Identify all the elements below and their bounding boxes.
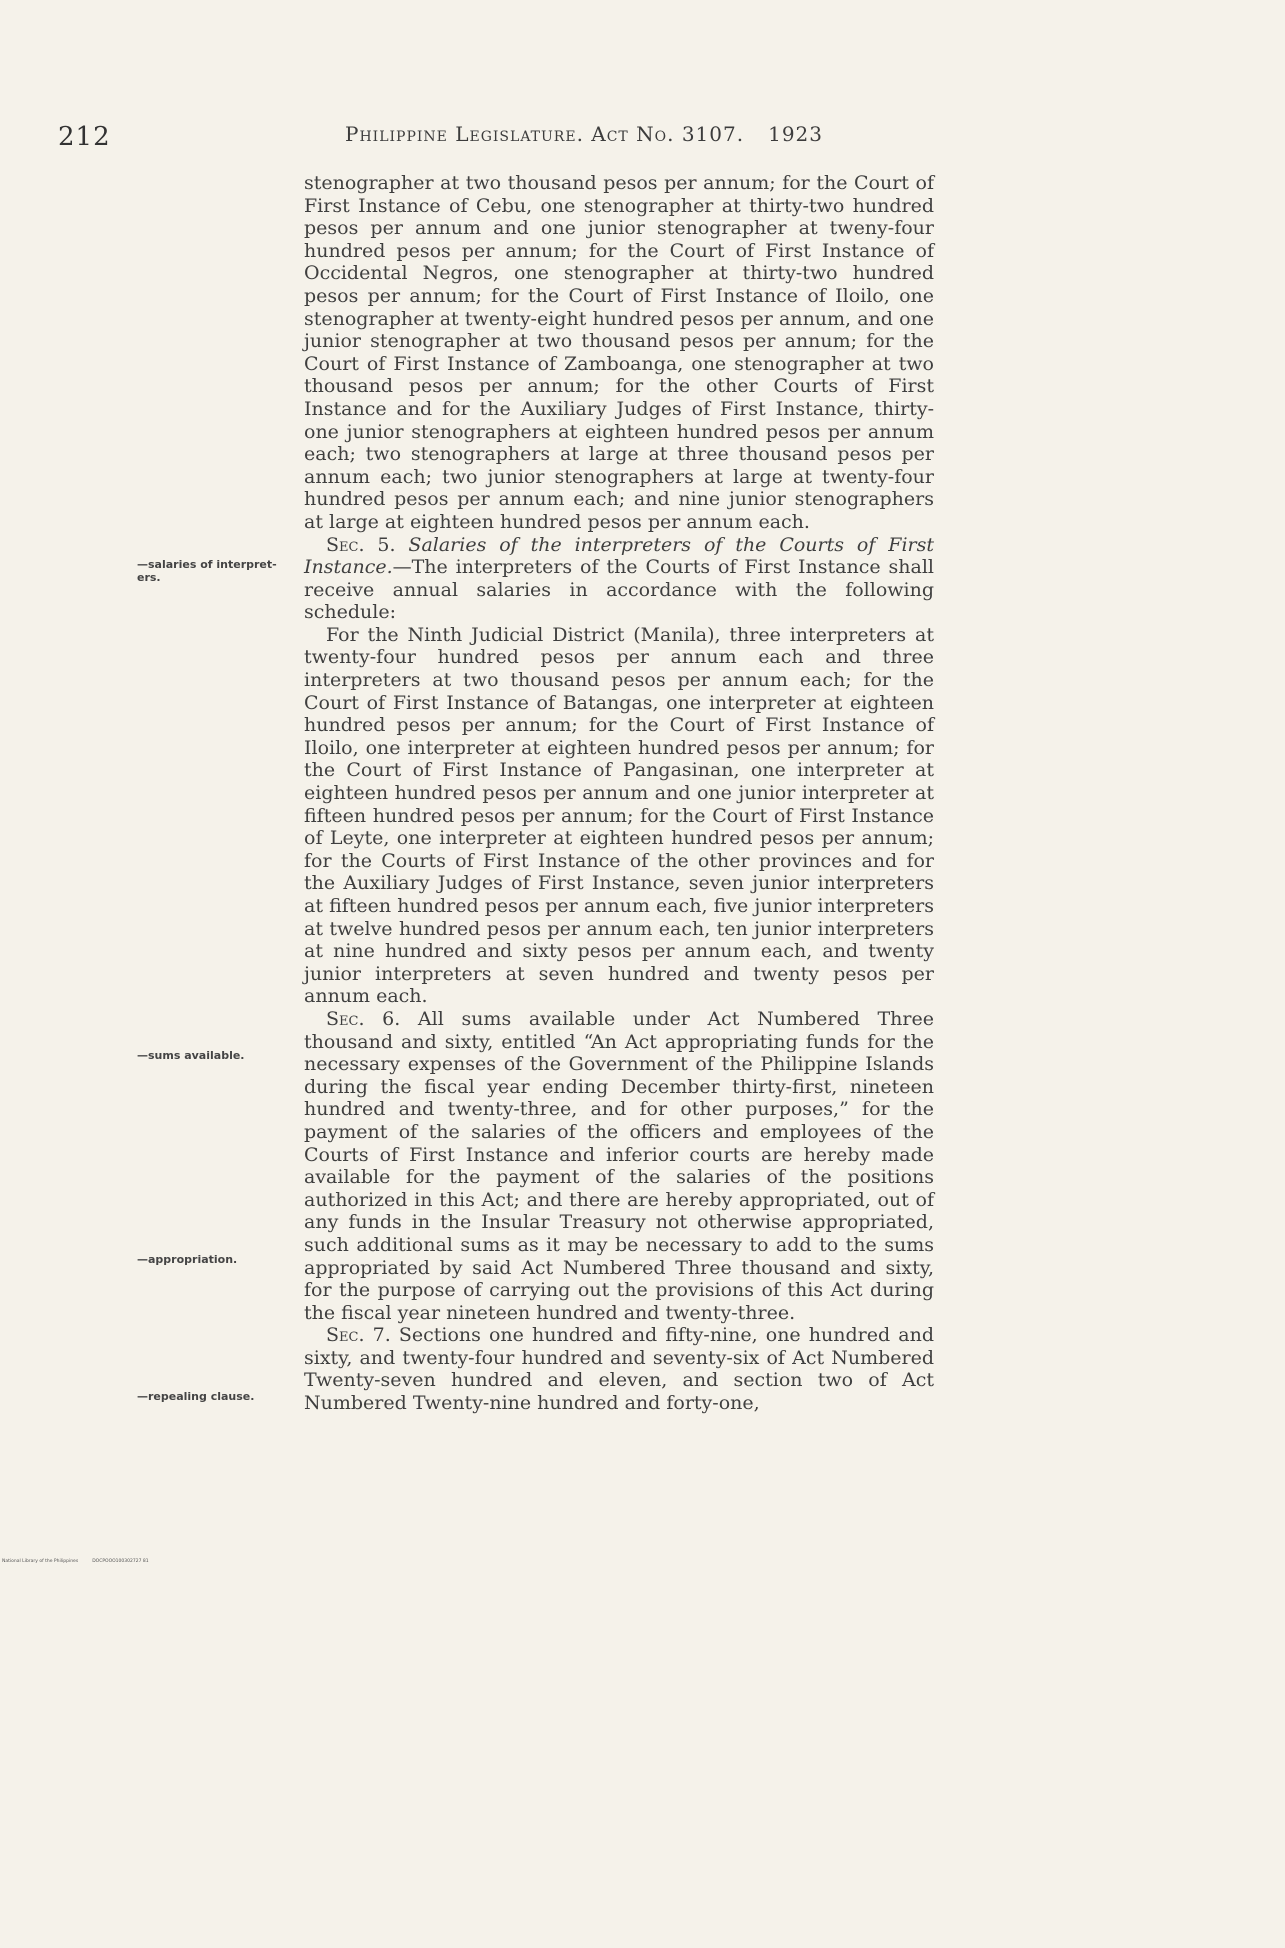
section-5-label: Sec. 5. [326,533,396,556]
section-5-text: —The interpreters of the Courts of First Instance shall receive annual salaries in accordance with the following schedule: [304,556,934,624]
sidenote-sums-available: —sums available. [137,1049,245,1062]
body-text [304,172,934,1415]
running-header [345,122,823,146]
section-7-label: Sec. 7. [326,1324,391,1347]
page-number: 212 [58,122,111,152]
footer-code: DOCPOOO100302727 81 [92,1559,149,1564]
sidenote-appropriation: —appropriation. [137,1253,238,1266]
sidenote-repealing-clause: —repealing clause. [137,1390,255,1403]
paragraph-stenographers: stenographer at two thousand pesos per annum; for the Court of First Instance of Cebu, one stenographer at thirty-two hundred pesos per annum and one junior stenographer at tweny-four hundred pesos per annum; for the Court of First Instance of Occidental Negros, one stenographer at thirty-two hundred pesos per annum; for the Court of First Instance of Iloilo, one stenographer at twenty-eight hundred pesos per annum, and one junior stenographer at two thousand pesos per annum; for the Court of First Instance of Zamboanga, one stenographer at two thousand pesos per annum; for the other Courts of First Instance and for the Auxiliary Judges of First Instance, thirty-one junior stenographers at eighteen hundred pesos per annum each; two stenographers at large at three thousand pesos per annum each; two junior stenographers at large at twenty-four hundred pesos per annum each; and nine junior stenographers at large at eighteen hundred pesos per annum each. [304,172,934,533]
section-7-text: Sections one hundred and fifty-nine, one hundred and sixty, and twenty-four hundred and seventy-six of Act Numbered Twenty-seven hundred and eleven, and section two of Act Numbered Twenty-nine hundred and forty-one, [304,1324,934,1415]
paragraph-interpreter-schedule: For the Ninth Judicial District (Manila), three interpreters at twenty-four hundred pesos per annum each and three interpreters at two thousand pesos per annum each; for the Court of First Instance of Batangas, one interpreter at eighteen hundred pesos per annum; for the Court of First Instance of Iloilo, one interpreter at eighteen hundred pesos per annum; for the Court of First Instance of Pangasinan, one interpreter at eighteen hundred pesos per annum and one junior interpreter at fifteen hundred pesos per annum; for the Court of First Instance of Leyte, one interpreter at eighteen hundred pesos per annum; for the Courts of First Instance of the other provinces and for the Auxiliary Judges of First Instance, seven junior interpreters at fifteen hundred pesos per annum each, five junior interpreters at twelve hundred pesos per annum each, ten junior interpreters at nine hundred and sixty pesos per annum each, and twenty junior interpreters at seven hundred and twenty pesos per annum each. [304,623,934,1008]
section-5 [304,534,934,624]
footer-source: National Library of the Philippines [2,1559,79,1564]
section-5-title: Salaries of the interpreters of the Courts of First Instance. [304,533,934,579]
running-title: Philippine Legislature. Act No. 3107. [345,122,745,146]
section-6 [304,1008,934,1324]
sidenote-salaries-of-interpreters: —salaries of interpret-ers. [137,558,277,584]
section-6-text: All sums available under Act Numbered Three thousand and sixty, entitled “An Act appropriating funds for the necessary expenses of the Government of the Philippine Islands during the fiscal year ending December thirty-first, nineteen hundred and twenty-three, and for other purposes,” for the payment of the salaries of the officers and employees of the Courts of First Instance and inferior courts are hereby made available for the payment of the salaries of the positions authorized in this Act; and there are hereby appropriated, out of any funds in the Insular Treasury not otherwise appropriated, such additional sums as it may be necessary to add to the sums appropriated by said Act Numbered Three thousand and sixty, for the purpose of carrying out the provisions of this Act during the fiscal year nineteen hundred and twenty-three. [304,1007,934,1324]
section-7 [304,1324,934,1414]
section-6-label: Sec. 6. [326,1007,401,1030]
footer-line [2,1559,149,1564]
header-year: 1923 [768,122,823,146]
